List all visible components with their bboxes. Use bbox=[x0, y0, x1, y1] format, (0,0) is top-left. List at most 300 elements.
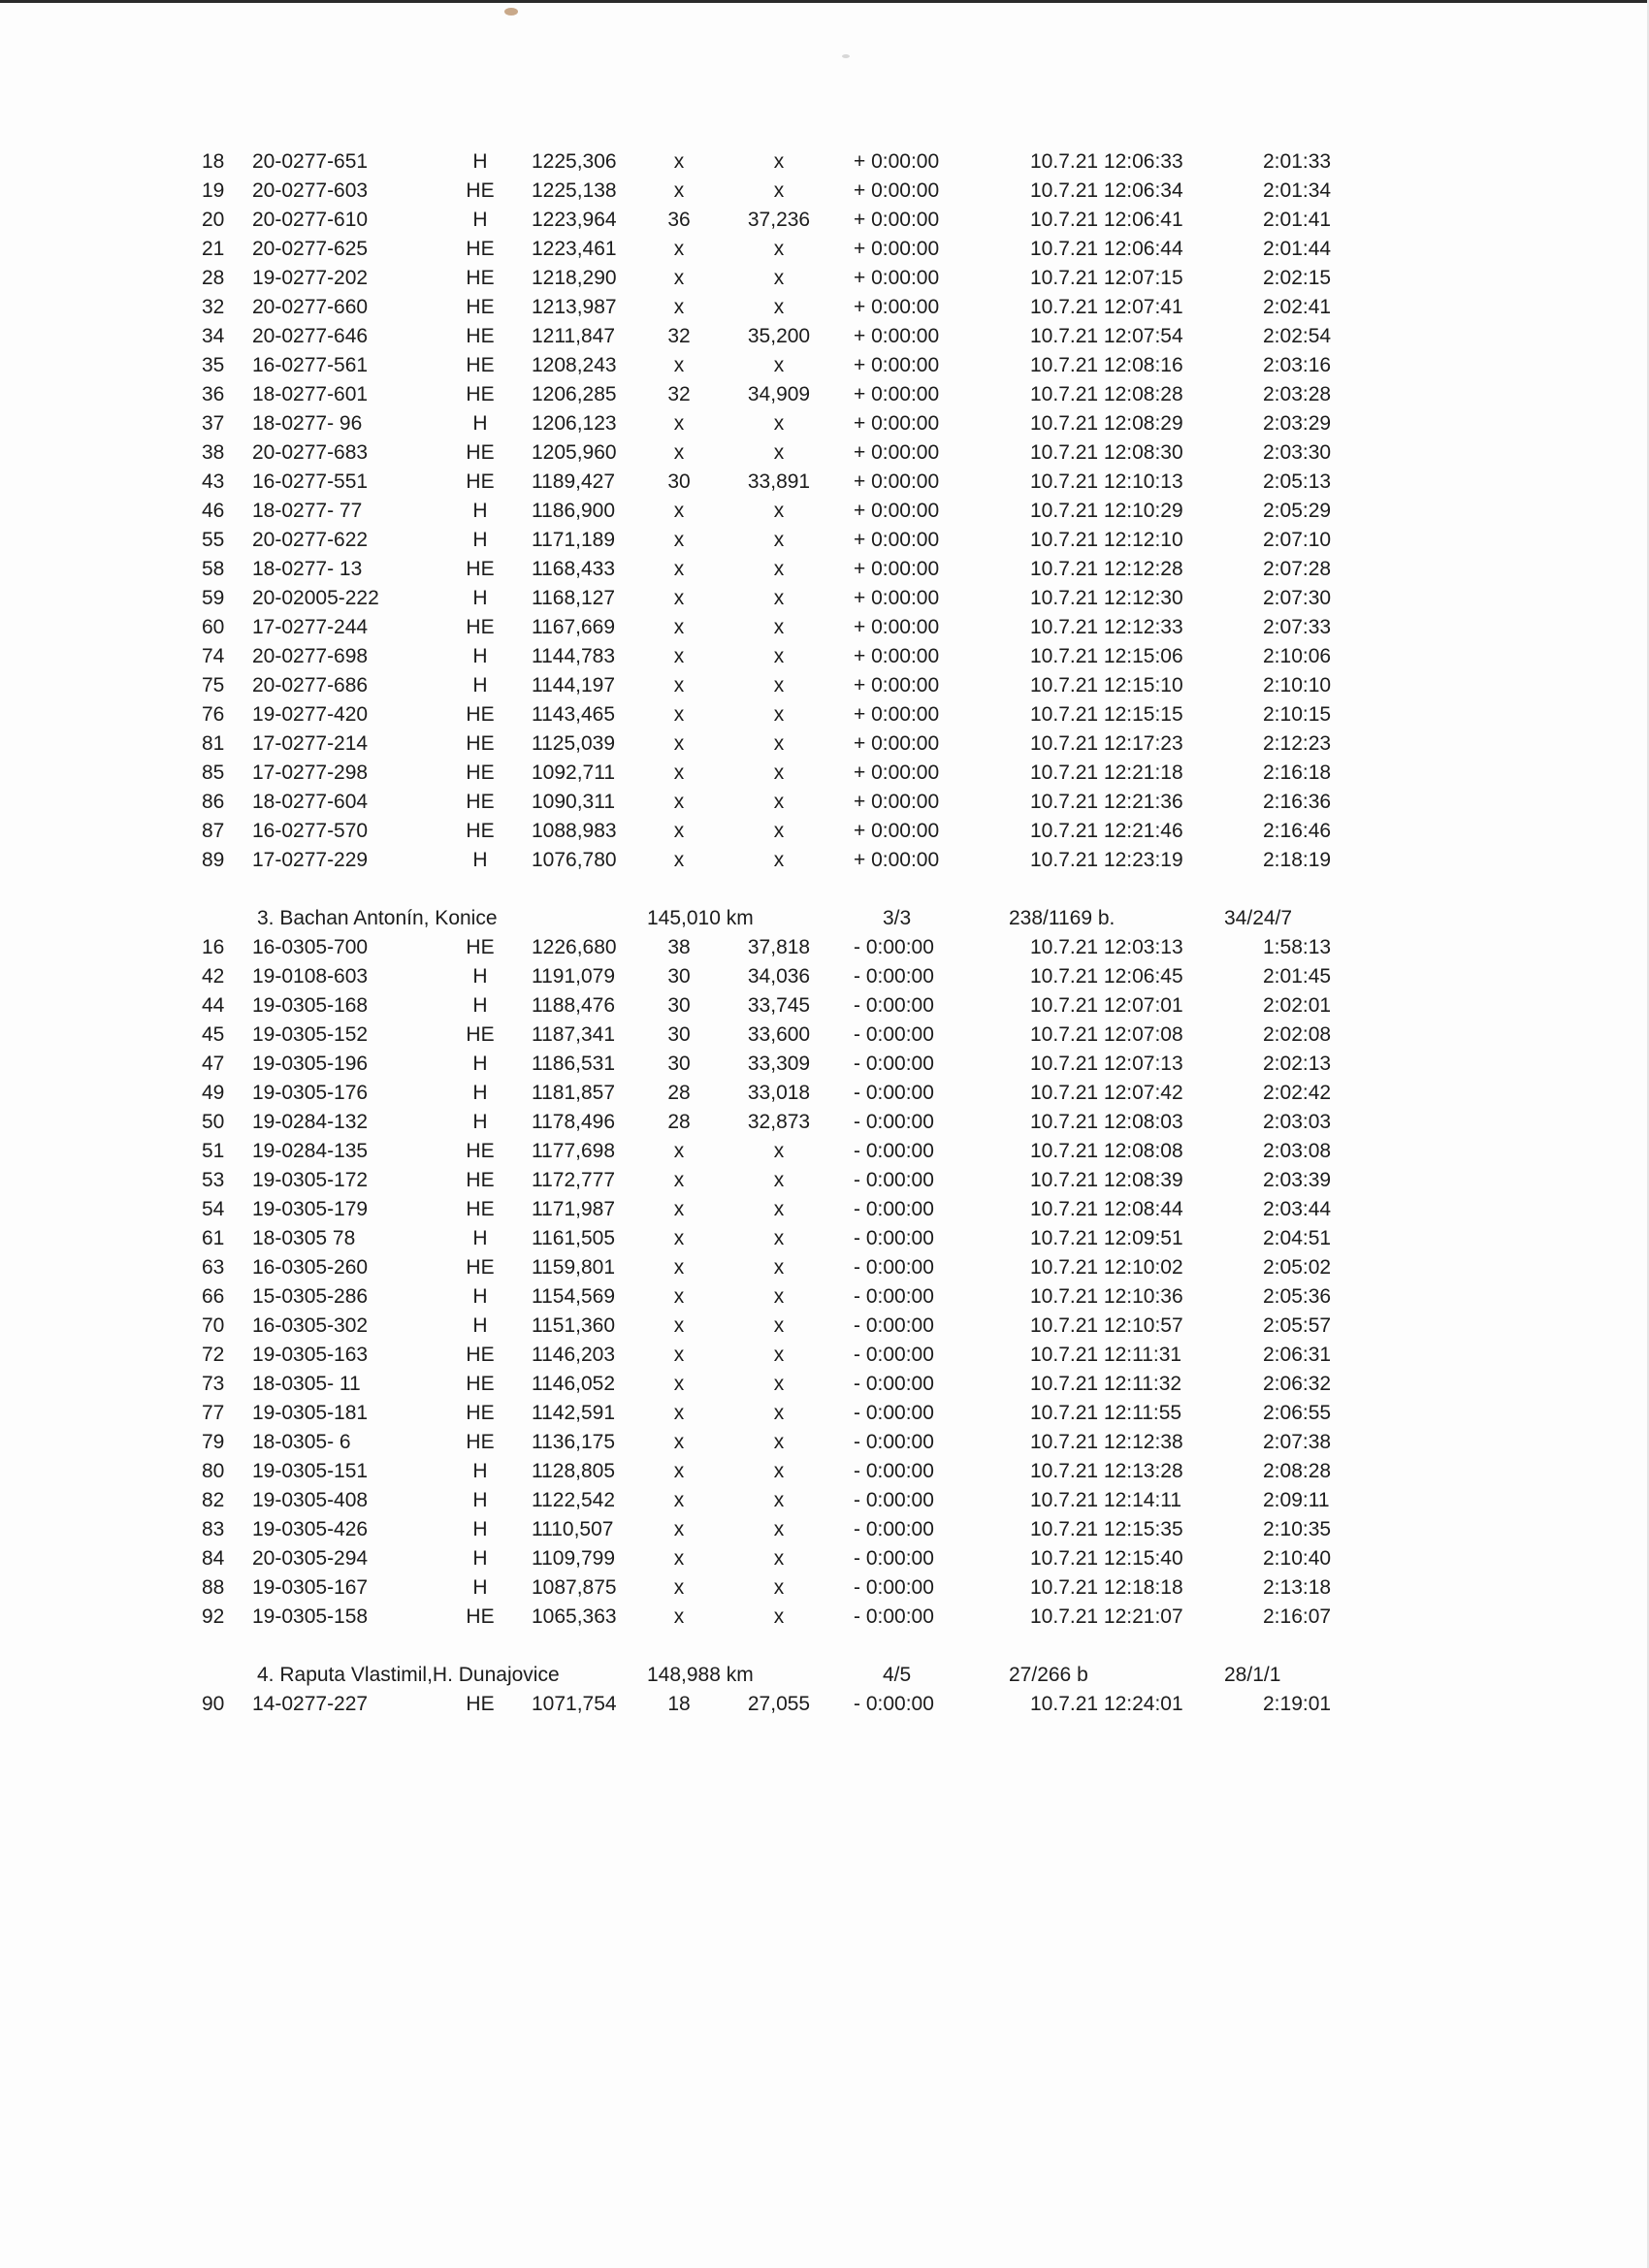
speed-value: 1187,341 bbox=[532, 1023, 616, 1046]
time-correction: - 0:00:00 bbox=[854, 1227, 934, 1249]
sex-code: HE bbox=[466, 325, 495, 347]
placing-number: 85 bbox=[202, 761, 225, 784]
arrival-datetime: 10.7.21 12:06:44 bbox=[1030, 238, 1183, 260]
ring-number: 19-0277-420 bbox=[252, 703, 369, 726]
speed-value: 1206,123 bbox=[532, 412, 617, 435]
order-value: x bbox=[673, 1460, 685, 1482]
order-value: x bbox=[673, 645, 685, 667]
sex-code: HE bbox=[466, 820, 495, 842]
flight-duration: 2:06:31 bbox=[1263, 1344, 1332, 1366]
speed-value: 1143,465 bbox=[532, 703, 616, 726]
result-row bbox=[0, 1137, 1649, 1166]
order-value: x bbox=[673, 529, 685, 551]
ring-number: 19-0305-167 bbox=[252, 1576, 369, 1599]
ring-number: 19-0305-426 bbox=[252, 1518, 369, 1540]
result-row bbox=[0, 1079, 1649, 1108]
fancier-header bbox=[0, 1661, 1649, 1690]
arrival-datetime: 10.7.21 12:15:10 bbox=[1030, 674, 1183, 697]
coefficient-value: x bbox=[773, 558, 785, 580]
sex-code: H bbox=[472, 500, 488, 522]
flight-duration: 2:16:07 bbox=[1263, 1605, 1332, 1628]
arrival-datetime: 10.7.21 12:18:18 bbox=[1030, 1576, 1183, 1599]
ring-number: 16-0277-570 bbox=[252, 820, 369, 842]
coefficient-value: 33,745 bbox=[747, 994, 811, 1017]
sex-code: H bbox=[472, 645, 488, 667]
coefficient-value: x bbox=[773, 820, 785, 842]
order-value: x bbox=[673, 558, 685, 580]
arrival-datetime: 10.7.21 12:08:29 bbox=[1030, 412, 1183, 435]
placing-number: 75 bbox=[202, 674, 225, 697]
time-correction: - 0:00:00 bbox=[854, 1402, 934, 1424]
placing-number: 61 bbox=[202, 1227, 225, 1249]
result-row bbox=[0, 177, 1649, 206]
placing-number: 84 bbox=[202, 1547, 225, 1570]
placing-number: 72 bbox=[202, 1344, 225, 1366]
speed-value: 1226,680 bbox=[532, 936, 617, 958]
time-correction: + 0:00:00 bbox=[854, 238, 940, 260]
sex-code: H bbox=[472, 1227, 488, 1249]
speed-value: 1208,243 bbox=[532, 354, 617, 376]
coefficient-value: x bbox=[773, 296, 785, 318]
result-row bbox=[0, 1399, 1649, 1428]
coefficient-value: x bbox=[773, 354, 785, 376]
result-row bbox=[0, 1312, 1649, 1341]
result-row bbox=[0, 1224, 1649, 1253]
sex-code: HE bbox=[466, 761, 495, 784]
arrival-datetime: 10.7.21 12:11:55 bbox=[1030, 1402, 1182, 1424]
sex-code: HE bbox=[466, 1693, 495, 1715]
placing-number: 89 bbox=[202, 849, 225, 871]
speed-value: 1223,964 bbox=[532, 209, 617, 231]
speed-value: 1142,591 bbox=[532, 1402, 616, 1424]
placing-number: 18 bbox=[202, 150, 225, 173]
coefficient-value: x bbox=[773, 1460, 785, 1482]
time-correction: + 0:00:00 bbox=[854, 500, 940, 522]
order-value: x bbox=[673, 732, 685, 755]
coefficient-value: 33,891 bbox=[747, 470, 811, 493]
speed-value: 1159,801 bbox=[532, 1256, 616, 1279]
arrival-datetime: 10.7.21 12:07:54 bbox=[1030, 325, 1183, 347]
fancier-ratio: 3/3 bbox=[883, 907, 912, 929]
flight-duration: 2:12:23 bbox=[1263, 732, 1332, 755]
sex-code: HE bbox=[466, 1023, 495, 1046]
order-value: x bbox=[673, 1227, 685, 1249]
speed-value: 1171,189 bbox=[532, 529, 616, 551]
sex-code: HE bbox=[466, 1169, 495, 1191]
order-value: x bbox=[673, 1344, 685, 1366]
flight-duration: 2:07:33 bbox=[1263, 616, 1332, 638]
speed-value: 1177,698 bbox=[532, 1140, 616, 1162]
placing-number: 45 bbox=[202, 1023, 225, 1046]
sex-code: HE bbox=[466, 936, 495, 958]
coefficient-value: x bbox=[773, 1314, 785, 1337]
flight-duration: 2:07:38 bbox=[1263, 1431, 1332, 1453]
placing-number: 19 bbox=[202, 179, 225, 202]
coefficient-value: x bbox=[773, 529, 785, 551]
results-section bbox=[0, 1661, 1649, 1719]
order-value: x bbox=[673, 703, 685, 726]
order-value: 36 bbox=[667, 209, 691, 231]
ring-number: 17-0277-298 bbox=[252, 761, 369, 784]
results-section bbox=[0, 904, 1649, 1632]
arrival-datetime: 10.7.21 12:07:42 bbox=[1030, 1082, 1183, 1104]
coefficient-value: x bbox=[773, 238, 785, 260]
ring-number: 19-0305-152 bbox=[252, 1023, 369, 1046]
sex-code: HE bbox=[466, 1402, 495, 1424]
time-correction: - 0:00:00 bbox=[854, 1344, 934, 1366]
arrival-datetime: 10.7.21 12:10:57 bbox=[1030, 1314, 1183, 1337]
sex-code: HE bbox=[466, 267, 495, 289]
sex-code: HE bbox=[466, 1373, 495, 1395]
flight-duration: 2:03:28 bbox=[1263, 383, 1332, 405]
coefficient-value: x bbox=[773, 1489, 785, 1511]
result-row bbox=[0, 322, 1649, 351]
sex-code: H bbox=[472, 1314, 488, 1337]
order-value: x bbox=[673, 761, 685, 784]
speed-value: 1191,079 bbox=[532, 965, 616, 988]
sex-code: HE bbox=[466, 238, 495, 260]
time-correction: + 0:00:00 bbox=[854, 761, 940, 784]
sex-code: H bbox=[472, 209, 488, 231]
ring-number: 18-0277- 96 bbox=[252, 412, 363, 435]
result-row bbox=[0, 1021, 1649, 1050]
ring-number: 18-0277-604 bbox=[252, 791, 369, 813]
result-row bbox=[0, 962, 1649, 991]
result-row bbox=[0, 1486, 1649, 1515]
order-value: 30 bbox=[667, 1053, 691, 1075]
result-row bbox=[0, 933, 1649, 962]
placing-number: 90 bbox=[202, 1693, 225, 1715]
result-row bbox=[0, 497, 1649, 526]
ring-number: 16-0305-260 bbox=[252, 1256, 369, 1279]
placing-number: 83 bbox=[202, 1518, 225, 1540]
coefficient-value: 34,036 bbox=[747, 965, 811, 988]
speed-value: 1090,311 bbox=[532, 791, 616, 813]
coefficient-value: 33,018 bbox=[747, 1082, 811, 1104]
sex-code: HE bbox=[466, 441, 495, 464]
coefficient-value: 34,909 bbox=[747, 383, 811, 405]
sex-code: HE bbox=[466, 296, 495, 318]
time-correction: - 0:00:00 bbox=[854, 1285, 934, 1308]
flight-duration: 2:09:11 bbox=[1263, 1489, 1330, 1511]
order-value: x bbox=[673, 616, 685, 638]
speed-value: 1186,900 bbox=[532, 500, 616, 522]
coefficient-value: x bbox=[773, 674, 785, 697]
result-row bbox=[0, 293, 1649, 322]
placing-number: 36 bbox=[202, 383, 225, 405]
speed-value: 1178,496 bbox=[532, 1111, 616, 1133]
order-value: x bbox=[673, 1285, 685, 1308]
fancier-header bbox=[0, 904, 1649, 933]
arrival-datetime: 10.7.21 12:06:33 bbox=[1030, 150, 1183, 173]
flight-duration: 2:03:30 bbox=[1263, 441, 1332, 464]
sex-code: H bbox=[472, 150, 488, 173]
result-row bbox=[0, 235, 1649, 264]
sex-code: HE bbox=[466, 558, 495, 580]
arrival-datetime: 10.7.21 12:12:30 bbox=[1030, 587, 1183, 609]
ring-number: 14-0277-227 bbox=[252, 1693, 369, 1715]
flight-duration: 2:02:54 bbox=[1263, 325, 1332, 347]
order-value: x bbox=[673, 267, 685, 289]
arrival-datetime: 10.7.21 12:06:34 bbox=[1030, 179, 1183, 202]
time-correction: - 0:00:00 bbox=[854, 1518, 934, 1540]
coefficient-value: x bbox=[773, 267, 785, 289]
arrival-datetime: 10.7.21 12:07:15 bbox=[1030, 267, 1183, 289]
coefficient-value: x bbox=[773, 1140, 785, 1162]
flight-duration: 2:02:41 bbox=[1263, 296, 1332, 318]
speed-value: 1213,987 bbox=[532, 296, 617, 318]
order-value: x bbox=[673, 296, 685, 318]
order-value: x bbox=[673, 1518, 685, 1540]
result-row bbox=[0, 409, 1649, 438]
arrival-datetime: 10.7.21 12:17:23 bbox=[1030, 732, 1183, 755]
speed-value: 1181,857 bbox=[532, 1082, 616, 1104]
sex-code: HE bbox=[466, 1140, 495, 1162]
flight-duration: 2:16:46 bbox=[1263, 820, 1332, 842]
speed-value: 1205,960 bbox=[532, 441, 617, 464]
placing-number: 80 bbox=[202, 1460, 225, 1482]
arrival-datetime: 10.7.21 12:21:07 bbox=[1030, 1605, 1183, 1628]
order-value: x bbox=[673, 1431, 685, 1453]
order-value: x bbox=[673, 354, 685, 376]
sex-code: HE bbox=[466, 732, 495, 755]
order-value: x bbox=[673, 1140, 685, 1162]
ring-number: 18-0305- 11 bbox=[252, 1373, 361, 1395]
result-row bbox=[0, 759, 1649, 788]
result-row bbox=[0, 1108, 1649, 1137]
order-value: x bbox=[673, 587, 685, 609]
coefficient-value: x bbox=[773, 703, 785, 726]
order-value: 30 bbox=[667, 965, 691, 988]
coefficient-value: x bbox=[773, 645, 785, 667]
placing-number: 66 bbox=[202, 1285, 225, 1308]
ring-number: 16-0305-302 bbox=[252, 1314, 369, 1337]
result-row bbox=[0, 788, 1649, 817]
placing-number: 79 bbox=[202, 1431, 225, 1453]
time-correction: + 0:00:00 bbox=[854, 296, 940, 318]
scan-speck bbox=[504, 8, 518, 16]
time-correction: - 0:00:00 bbox=[854, 1053, 934, 1075]
arrival-datetime: 10.7.21 12:07:01 bbox=[1030, 994, 1183, 1017]
coefficient-value: 33,600 bbox=[747, 1023, 811, 1046]
coefficient-value: x bbox=[773, 179, 785, 202]
speed-value: 1211,847 bbox=[532, 325, 616, 347]
coefficient-value: 27,055 bbox=[747, 1693, 811, 1715]
result-row bbox=[0, 1253, 1649, 1282]
time-correction: - 0:00:00 bbox=[854, 1140, 934, 1162]
arrival-datetime: 10.7.21 12:15:15 bbox=[1030, 703, 1183, 726]
speed-value: 1151,360 bbox=[532, 1314, 616, 1337]
order-value: x bbox=[673, 849, 685, 871]
time-correction: - 0:00:00 bbox=[854, 1373, 934, 1395]
coefficient-value: 37,818 bbox=[747, 936, 811, 958]
time-correction: + 0:00:00 bbox=[854, 820, 940, 842]
time-correction: - 0:00:00 bbox=[854, 1169, 934, 1191]
results-section bbox=[0, 147, 1649, 875]
coefficient-value: 33,309 bbox=[747, 1053, 811, 1075]
placing-number: 92 bbox=[202, 1605, 225, 1628]
placing-number: 49 bbox=[202, 1082, 225, 1104]
time-correction: + 0:00:00 bbox=[854, 150, 940, 173]
speed-value: 1065,363 bbox=[532, 1605, 617, 1628]
placing-number: 44 bbox=[202, 994, 225, 1017]
ring-number: 18-0277- 13 bbox=[252, 558, 363, 580]
order-value: x bbox=[673, 1373, 685, 1395]
order-value: 30 bbox=[667, 470, 691, 493]
coefficient-value: x bbox=[773, 1227, 785, 1249]
ring-number: 15-0305-286 bbox=[252, 1285, 369, 1308]
result-row bbox=[0, 1195, 1649, 1224]
arrival-datetime: 10.7.21 12:06:45 bbox=[1030, 965, 1183, 988]
speed-value: 1144,197 bbox=[532, 674, 616, 697]
sex-code: H bbox=[472, 1489, 488, 1511]
time-correction: + 0:00:00 bbox=[854, 558, 940, 580]
coefficient-value: x bbox=[773, 150, 785, 173]
time-correction: - 0:00:00 bbox=[854, 1460, 934, 1482]
arrival-datetime: 10.7.21 12:08:28 bbox=[1030, 383, 1183, 405]
speed-value: 1110,507 bbox=[532, 1518, 614, 1540]
sex-code: HE bbox=[466, 470, 495, 493]
sex-code: H bbox=[472, 587, 488, 609]
flight-duration: 2:01:41 bbox=[1263, 209, 1332, 231]
order-value: x bbox=[673, 1402, 685, 1424]
ring-number: 20-0277-625 bbox=[252, 238, 369, 260]
time-correction: + 0:00:00 bbox=[854, 587, 940, 609]
result-row bbox=[0, 555, 1649, 584]
flight-duration: 2:06:55 bbox=[1263, 1402, 1332, 1424]
placing-number: 34 bbox=[202, 325, 225, 347]
arrival-datetime: 10.7.21 12:23:19 bbox=[1030, 849, 1183, 871]
flight-duration: 2:13:18 bbox=[1263, 1576, 1332, 1599]
coefficient-value: x bbox=[773, 500, 785, 522]
flight-duration: 2:08:28 bbox=[1263, 1460, 1332, 1482]
ring-number: 19-0108-603 bbox=[252, 965, 369, 988]
ring-number: 20-0277-603 bbox=[252, 179, 369, 202]
sex-code: H bbox=[472, 1053, 488, 1075]
sex-code: H bbox=[472, 849, 488, 871]
ring-number: 19-0305-163 bbox=[252, 1344, 369, 1366]
placing-number: 81 bbox=[202, 732, 225, 755]
fancier-summary: 28/1/1 bbox=[1224, 1664, 1281, 1686]
placing-number: 38 bbox=[202, 441, 225, 464]
time-correction: - 0:00:00 bbox=[854, 936, 934, 958]
time-correction: - 0:00:00 bbox=[854, 1547, 934, 1570]
sex-code: H bbox=[472, 674, 488, 697]
coefficient-value: 35,200 bbox=[747, 325, 811, 347]
arrival-datetime: 10.7.21 12:12:10 bbox=[1030, 529, 1183, 551]
order-value: x bbox=[673, 791, 685, 813]
flight-duration: 2:01:33 bbox=[1263, 150, 1332, 173]
coefficient-value: x bbox=[773, 1198, 785, 1220]
arrival-datetime: 10.7.21 12:12:28 bbox=[1030, 558, 1183, 580]
speed-value: 1071,754 bbox=[532, 1693, 617, 1715]
sex-code: HE bbox=[466, 1605, 495, 1628]
arrival-datetime: 10.7.21 12:03:13 bbox=[1030, 936, 1183, 958]
placing-number: 42 bbox=[202, 965, 225, 988]
ring-number: 20-0277-651 bbox=[252, 150, 369, 173]
sex-code: HE bbox=[466, 1198, 495, 1220]
arrival-datetime: 10.7.21 12:08:03 bbox=[1030, 1111, 1183, 1133]
order-value: x bbox=[673, 1576, 685, 1599]
result-row bbox=[0, 1050, 1649, 1079]
time-correction: + 0:00:00 bbox=[854, 209, 940, 231]
result-row bbox=[0, 671, 1649, 700]
time-correction: - 0:00:00 bbox=[854, 1489, 934, 1511]
coefficient-value: x bbox=[773, 412, 785, 435]
sex-code: HE bbox=[466, 1256, 495, 1279]
arrival-datetime: 10.7.21 12:13:28 bbox=[1030, 1460, 1183, 1482]
ring-number: 20-0277-622 bbox=[252, 529, 369, 551]
ring-number: 20-0277-646 bbox=[252, 325, 369, 347]
result-row bbox=[0, 206, 1649, 235]
coefficient-value: x bbox=[773, 1285, 785, 1308]
flight-duration: 2:01:44 bbox=[1263, 238, 1332, 260]
ring-number: 19-0305-408 bbox=[252, 1489, 369, 1511]
ring-number: 16-0277-561 bbox=[252, 354, 369, 376]
flight-duration: 2:03:29 bbox=[1263, 412, 1332, 435]
arrival-datetime: 10.7.21 12:15:40 bbox=[1030, 1547, 1183, 1570]
speed-value: 1218,290 bbox=[532, 267, 617, 289]
time-correction: + 0:00:00 bbox=[854, 179, 940, 202]
sex-code: H bbox=[472, 1460, 488, 1482]
result-row bbox=[0, 584, 1649, 613]
arrival-datetime: 10.7.21 12:08:16 bbox=[1030, 354, 1183, 376]
fancier-name: 3. Bachan Antonín, Konice bbox=[257, 907, 498, 929]
order-value: x bbox=[673, 820, 685, 842]
speed-value: 1167,669 bbox=[532, 616, 616, 638]
sex-code: H bbox=[472, 529, 488, 551]
placing-number: 76 bbox=[202, 703, 225, 726]
result-row bbox=[0, 1370, 1649, 1399]
placing-number: 82 bbox=[202, 1489, 225, 1511]
order-value: x bbox=[673, 500, 685, 522]
order-value: x bbox=[673, 1256, 685, 1279]
arrival-datetime: 10.7.21 12:11:31 bbox=[1030, 1344, 1182, 1366]
flight-duration: 2:07:10 bbox=[1263, 529, 1332, 551]
ring-number: 16-0277-551 bbox=[252, 470, 369, 493]
speed-value: 1188,476 bbox=[532, 994, 616, 1017]
fancier-distance: 148,988 km bbox=[647, 1664, 754, 1686]
sex-code: HE bbox=[466, 616, 495, 638]
placing-number: 63 bbox=[202, 1256, 225, 1279]
ring-number: 20-0305-294 bbox=[252, 1547, 369, 1570]
speed-value: 1168,127 bbox=[532, 587, 616, 609]
speed-value: 1109,799 bbox=[532, 1547, 616, 1570]
placing-number: 37 bbox=[202, 412, 225, 435]
order-value: 32 bbox=[667, 325, 691, 347]
coefficient-value: x bbox=[773, 587, 785, 609]
time-correction: + 0:00:00 bbox=[854, 267, 940, 289]
coefficient-value: x bbox=[773, 1256, 785, 1279]
order-value: 30 bbox=[667, 994, 691, 1017]
coefficient-value: x bbox=[773, 1373, 785, 1395]
arrival-datetime: 10.7.21 12:10:29 bbox=[1030, 500, 1183, 522]
coefficient-value: 32,873 bbox=[747, 1111, 811, 1133]
ring-number: 20-0277-660 bbox=[252, 296, 369, 318]
time-correction: - 0:00:00 bbox=[854, 1111, 934, 1133]
speed-value: 1171,987 bbox=[532, 1198, 616, 1220]
result-row bbox=[0, 1166, 1649, 1195]
time-correction: - 0:00:00 bbox=[854, 1693, 934, 1715]
arrival-datetime: 10.7.21 12:10:13 bbox=[1030, 470, 1183, 493]
time-correction: - 0:00:00 bbox=[854, 1082, 934, 1104]
placing-number: 47 bbox=[202, 1053, 225, 1075]
time-correction: + 0:00:00 bbox=[854, 616, 940, 638]
ring-number: 19-0305-172 bbox=[252, 1169, 369, 1191]
arrival-datetime: 10.7.21 12:24:01 bbox=[1030, 1693, 1183, 1715]
time-correction: - 0:00:00 bbox=[854, 994, 934, 1017]
flight-duration: 2:06:32 bbox=[1263, 1373, 1332, 1395]
